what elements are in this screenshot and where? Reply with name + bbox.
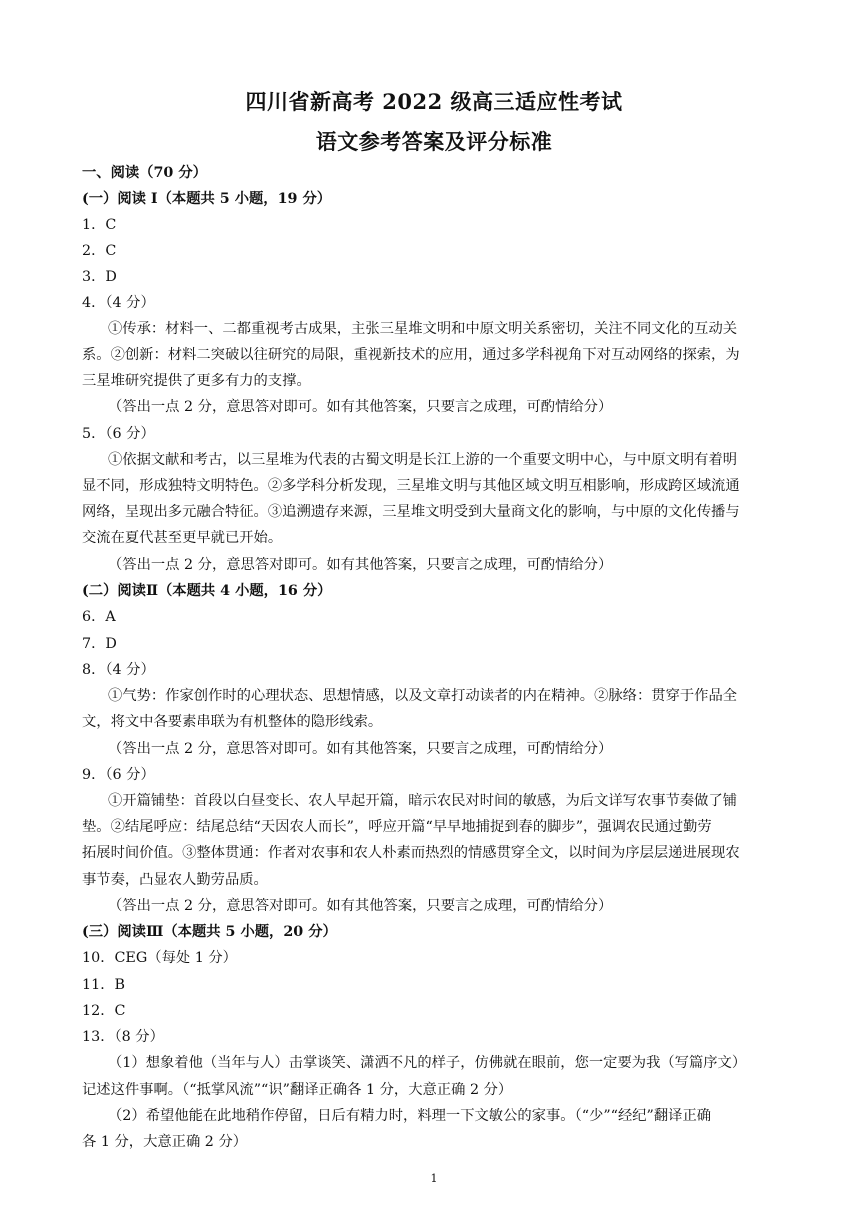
answer-text: 记述这件事啊。（“抵掌风流”“识”翻译正确各 1 分，大意正确 2 分）	[82, 1082, 513, 1098]
answer-text: 拓展时间价值。③整体贯通：作者对农事和农人朴素而热烈的情感贯穿全文，以时间为序层层递进展现农	[82, 845, 740, 861]
scoring-note: （答出一点 2 分，意思答对即可。如有其他答案，只要言之成理，可酌情给分）	[108, 898, 613, 914]
answer-text: ①传承：材料一、二都重视考古成果，主张三星堆文明和中原文明关系密切，关注不同文化的互动关	[108, 321, 738, 337]
answer-line: 12．C	[82, 1003, 126, 1019]
answer-line: 2．C	[82, 243, 117, 259]
scoring-note: （答出一点 2 分，意思答对即可。如有其他答案，只要言之成理，可酌情给分）	[108, 741, 613, 757]
question-line: 8．（4 分）	[82, 662, 155, 678]
answer-text: 三星堆研究提供了更多有力的支撑。	[82, 373, 311, 389]
question-line: 9．（6 分）	[82, 767, 155, 783]
answer-text: （2）希望他能在此地稍作停留，日后有精力时，料理一下文敏公的家事。（“少”“经纪”翻译正确	[108, 1108, 712, 1124]
question-line: 13．（8 分）	[82, 1029, 164, 1045]
answer-text: 显不同，形成独特文明特色。②多学科分析发现，三星堆文明与其他区域文明互相影响，形成跨区域流通	[82, 478, 740, 494]
answer-text: 文，将文中各要素串联为有机整体的隐形线索。	[82, 714, 383, 730]
answer-text: ①依据文献和考古，以三星堆为代表的古蜀文明是长江上游的一个重要文明中心，与中原文明有着明	[108, 452, 738, 468]
answer-line: 3．D	[82, 269, 117, 285]
answer-text: （1）想象着他（当年与人）击掌谈笑、潇洒不凡的样子，仿佛就在眼前，您一定要为我（写篇序文）	[108, 1055, 747, 1071]
answer-text: 网络，呈现出多元融合特征。③追溯遗存来源，三星堆文明受到大量商文化的影响，与中原的文化传播与	[82, 504, 740, 520]
page-number: 1	[430, 1172, 438, 1185]
answer-text: 垫。②结尾呼应：结尾总结“天因农人而长”，呼应开篇“早早地捕捉到春的脚步”，强调农民通过勤劳	[82, 819, 712, 835]
answer-line: 11．B	[82, 977, 125, 993]
answer-text: ①开篇铺垫：首段以白昼变长、农人早起开篇，暗示农民对时间的敏感，为后文详写农事节奏做了铺	[108, 793, 738, 809]
answer-text: ①气势：作家创作时的心理状态、思想情感，以及文章打动读者的内在精神。②脉络：贯穿于作品全	[108, 688, 738, 704]
scoring-note: （答出一点 2 分，意思答对即可。如有其他答案，只要言之成理，可酌情给分）	[108, 399, 613, 415]
question-line: 4．（4 分）	[82, 295, 155, 311]
answer-line: 10．CEG（每处 1 分）	[82, 950, 237, 966]
answer-line: 6．A	[82, 609, 116, 625]
answer-line: 1．C	[82, 217, 117, 233]
section-heading: 一、阅读（70 分）	[82, 165, 207, 181]
answer-text: 事节奏，凸显农人勤劳品质。	[82, 872, 268, 888]
subsection-heading: (一）阅读 I（本题共 5 小题，19 分）	[82, 191, 332, 207]
subsection-heading: (二）阅读Ⅱ（本题共 4 小题，16 分）	[82, 583, 332, 599]
answer-line: 7．D	[82, 636, 117, 652]
document-title: 四川省新高考 2022 级高三适应性考试	[245, 89, 623, 114]
answer-text: 交流在夏代甚至更早就已开始。	[82, 530, 283, 546]
answer-text: 各 1 分，大意正确 2 分）	[82, 1134, 248, 1150]
question-line: 5．（6 分）	[82, 426, 155, 442]
document-subtitle: 语文参考答案及评分标准	[315, 129, 553, 154]
subsection-heading: (三）阅读Ⅲ（本题共 5 小题，20 分）	[82, 924, 337, 940]
answer-text: 系。②创新：材料二突破以往研究的局限，重视新技术的应用，通过多学科视角下对互动网络的探索，为	[82, 347, 740, 363]
scoring-note: （答出一点 2 分，意思答对即可。如有其他答案，只要言之成理，可酌情给分）	[108, 557, 613, 573]
